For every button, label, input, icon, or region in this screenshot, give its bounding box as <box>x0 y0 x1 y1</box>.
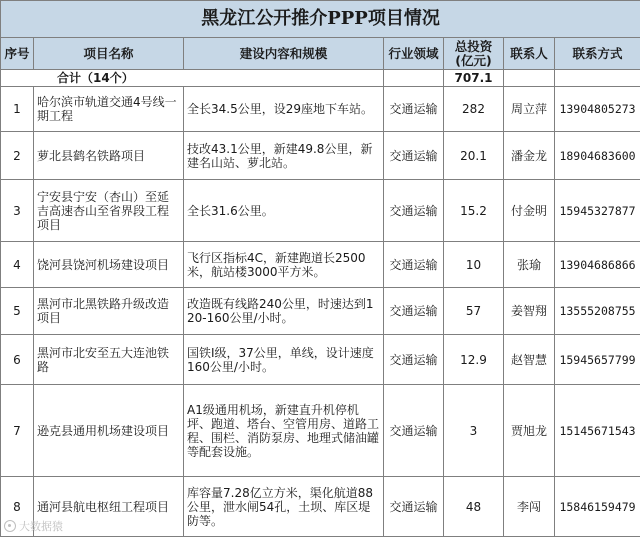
header-phone: 联系方式 <box>555 38 640 70</box>
row-investment: 12.9 <box>444 335 504 385</box>
row-content: 库容量7.28亿立方米，渠化航道88公里，泄水闸54孔，土坝、库区堤防等。 <box>184 477 384 537</box>
total-phone-cell <box>555 70 640 87</box>
row-name: 黑河市北安至五大连池铁路 <box>34 335 184 385</box>
header-content: 建设内容和规模 <box>184 38 384 70</box>
row-industry: 交通运输 <box>384 132 444 180</box>
row-contact: 潘金龙 <box>504 132 555 180</box>
row-name: 黑河市北黑铁路升级改造项目 <box>34 288 184 335</box>
table-row <box>1 477 640 537</box>
watermark <box>4 518 63 534</box>
row-name: 宁安县宁安（杏山）至延吉高速杏山至省界段工程项目 <box>34 180 184 242</box>
row-no: 5 <box>1 288 34 335</box>
row-no: 6 <box>1 335 34 385</box>
row-phone: 15145671543 <box>555 385 640 477</box>
table-row <box>1 132 640 180</box>
row-name: 逊克县通用机场建设项目 <box>34 385 184 477</box>
row-contact: 贾旭龙 <box>504 385 555 477</box>
row-industry: 交通运输 <box>384 385 444 477</box>
row-contact: 李闯 <box>504 477 555 537</box>
total-row <box>1 70 640 87</box>
row-investment: 282 <box>444 87 504 132</box>
row-name: 饶河县饶河机场建设项目 <box>34 242 184 288</box>
row-investment: 3 <box>444 385 504 477</box>
row-content: 改造既有线路240公里，时速达到120-160公里/小时。 <box>184 288 384 335</box>
watermark-logo-icon <box>4 520 16 532</box>
table-row <box>1 242 640 288</box>
table-title: 黑龙江公开推介PPP项目情况 <box>1 1 640 38</box>
row-no: 3 <box>1 180 34 242</box>
row-content: 飞行区指标4C，新建跑道长2500米，航站楼3000平方米。 <box>184 242 384 288</box>
row-no: 8 <box>1 477 34 537</box>
header-investment <box>444 38 504 70</box>
row-contact: 张瑜 <box>504 242 555 288</box>
row-phone: 13904686866 <box>555 242 640 288</box>
row-phone: 13555208755 <box>555 288 640 335</box>
row-no: 2 <box>1 132 34 180</box>
header-name: 项目名称 <box>34 38 184 70</box>
row-industry: 交通运输 <box>384 335 444 385</box>
row-content: 全长31.6公里。 <box>184 180 384 242</box>
row-investment: 57 <box>444 288 504 335</box>
row-investment: 15.2 <box>444 180 504 242</box>
row-content: A1级通用机场，新建直升机停机坪、跑道、塔台、空管用房、道路工程、围栏、消防泵房、地理式储油罐等配套设施。 <box>184 385 384 477</box>
row-content: 技改43.1公里，新建49.8公里，新建名山站、萝北站。 <box>184 132 384 180</box>
row-content: 全长34.5公里，设29座地下车站。 <box>184 87 384 132</box>
row-industry: 交通运输 <box>384 180 444 242</box>
row-industry: 交通运输 <box>384 87 444 132</box>
row-phone: 13904805273 <box>555 87 640 132</box>
row-investment: 48 <box>444 477 504 537</box>
row-contact: 赵智慧 <box>504 335 555 385</box>
header-row <box>1 38 640 70</box>
row-no: 1 <box>1 87 34 132</box>
total-industry-cell <box>384 70 444 87</box>
row-no: 4 <box>1 242 34 288</box>
table-row <box>1 180 640 242</box>
row-phone: 15945657799 <box>555 335 640 385</box>
row-phone: 18904683600 <box>555 132 640 180</box>
total-contact-cell <box>504 70 555 87</box>
row-no: 7 <box>1 385 34 477</box>
row-industry: 交通运输 <box>384 477 444 537</box>
header-investment-line1: 总投资 <box>447 40 500 54</box>
header-industry: 行业领域 <box>384 38 444 70</box>
row-investment: 10 <box>444 242 504 288</box>
row-name: 通河县航电枢纽工程项目 <box>34 477 184 537</box>
header-no: 序号 <box>1 38 34 70</box>
row-name: 萝北县鹤名铁路项目 <box>34 132 184 180</box>
total-value: 707.1 <box>444 70 504 87</box>
row-industry: 交通运输 <box>384 288 444 335</box>
row-contact: 付金明 <box>504 180 555 242</box>
table-row <box>1 87 640 132</box>
header-investment-line2: (亿元) <box>447 54 500 68</box>
title-row <box>1 1 640 38</box>
row-phone: 15846159479 <box>555 477 640 537</box>
watermark-text: 大数据猿 <box>19 518 63 534</box>
row-name: 哈尔滨市轨道交通4号线一期工程 <box>34 87 184 132</box>
row-content: 国铁Ⅰ级，37公里，单线，设计速度160公里/小时。 <box>184 335 384 385</box>
table-row <box>1 335 640 385</box>
header-contact: 联系人 <box>504 38 555 70</box>
table-row <box>1 288 640 335</box>
row-investment: 20.1 <box>444 132 504 180</box>
table-row <box>1 385 640 477</box>
row-industry: 交通运输 <box>384 242 444 288</box>
total-label: 合计（14个） <box>1 70 384 87</box>
row-phone: 15945327877 <box>555 180 640 242</box>
row-contact: 周立萍 <box>504 87 555 132</box>
row-contact: 姜智翔 <box>504 288 555 335</box>
